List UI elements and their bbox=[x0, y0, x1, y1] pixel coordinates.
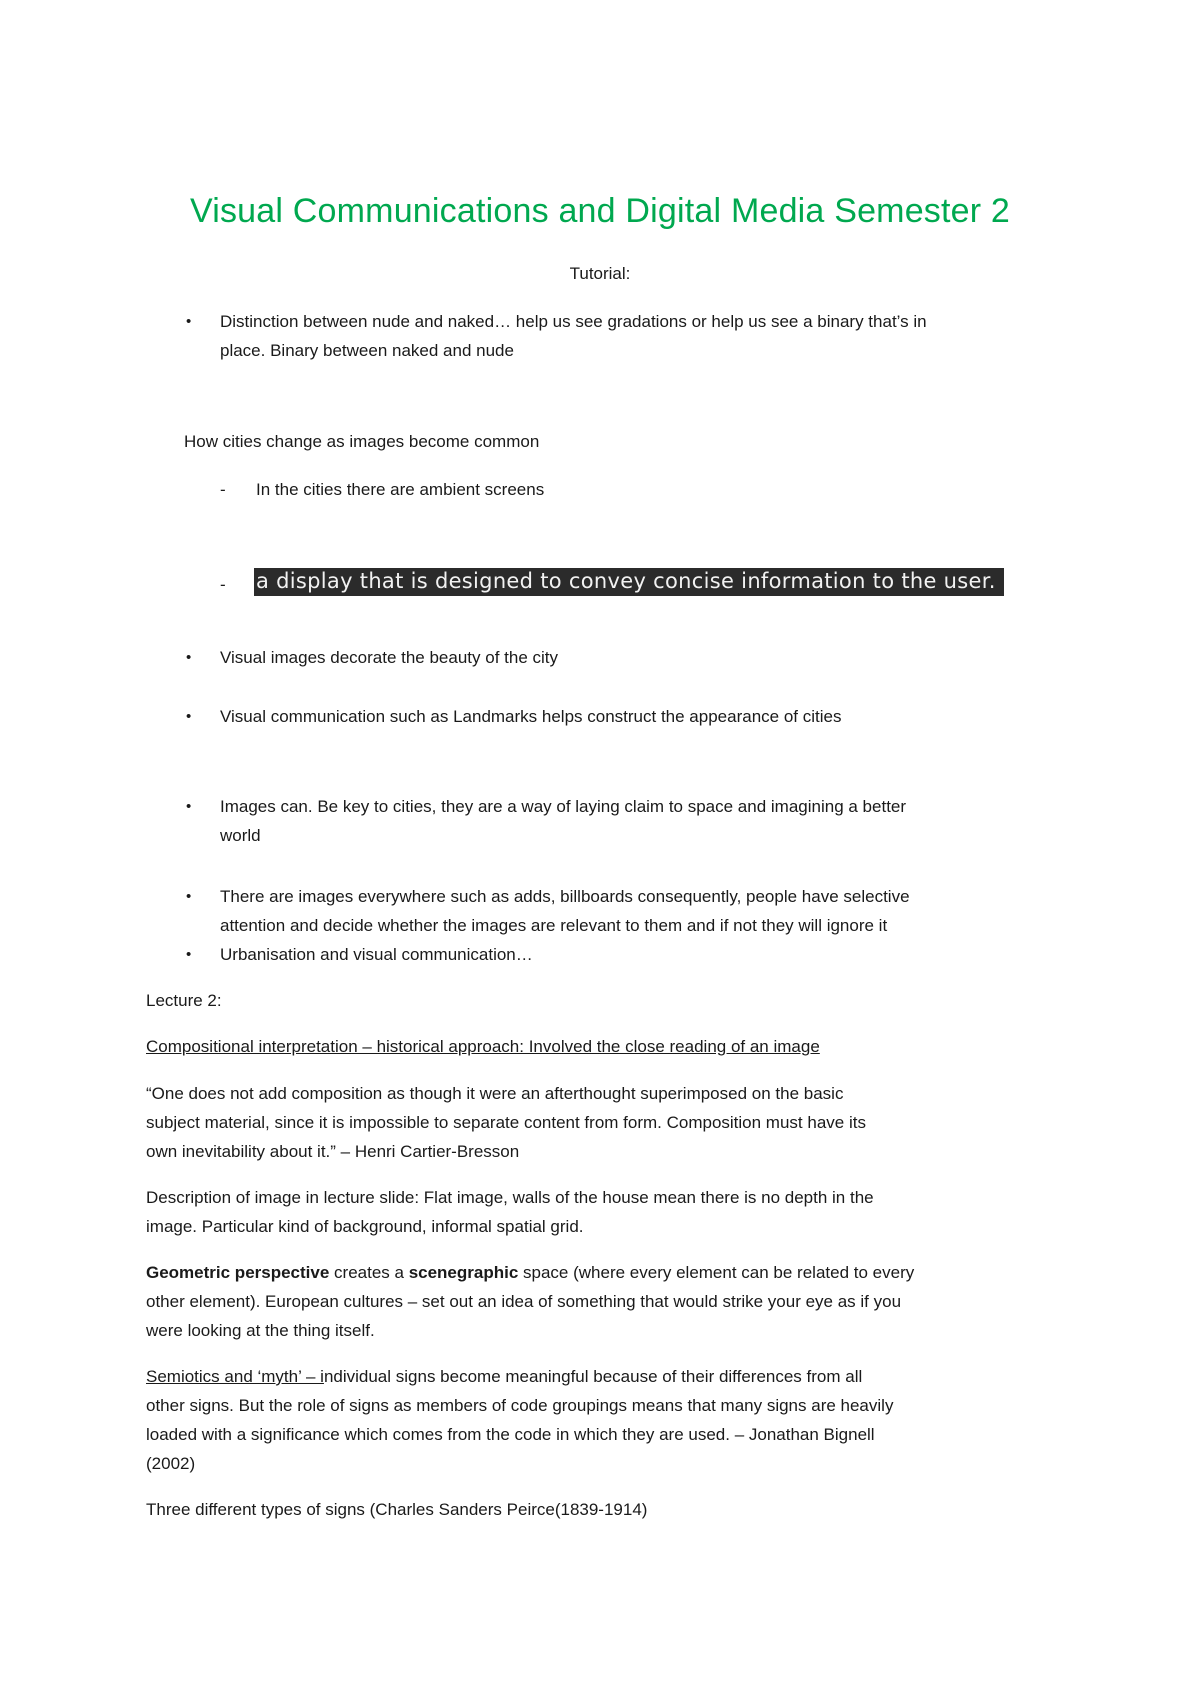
dash-marker: - bbox=[220, 480, 226, 499]
semiotics-rest-text: ndividual signs become meaningful because of their differences from all bbox=[323, 1367, 863, 1386]
bullet-1-line-1: Distinction between nude and naked… help us see gradations or help us see a binary that’s in bbox=[220, 312, 927, 331]
page-title: Visual Communications and Digital Media Semester 2 bbox=[189, 192, 1011, 230]
bullet-3: Visual communication such as Landmarks helps construct the appearance of cities bbox=[220, 707, 842, 726]
semiotics-heading: Semiotics and ‘myth’ – i bbox=[146, 1367, 324, 1386]
bullet-4-line-2: world bbox=[220, 826, 261, 845]
semiotics-line-4: (2002) bbox=[146, 1454, 196, 1473]
bullet-5-line-2: attention and decide whether the images are relevant to them and if not they will ignore it bbox=[220, 916, 888, 935]
geometric-mid-text: creates a bbox=[329, 1263, 409, 1282]
highlighted-definition bbox=[254, 568, 1004, 594]
dash-marker: - bbox=[220, 575, 226, 594]
semiotics-line-3: loaded with a significance which comes from the code in which they are used. – Jonathan Bignell bbox=[146, 1425, 875, 1444]
bullet-1-line-2: place. Binary between naked and nude bbox=[220, 341, 514, 360]
description-line-1: Description of image in lecture slide: Flat image, walls of the house mean there is no depth in the bbox=[146, 1188, 874, 1207]
bullet-2: Visual images decorate the beauty of the city bbox=[220, 648, 558, 667]
semiotics-line-2: other signs. But the role of signs as members of code groupings means that many signs are heavily bbox=[146, 1396, 894, 1415]
signs-line: Three different types of signs (Charles Sanders Peirce(1839-1914) bbox=[146, 1500, 648, 1519]
highlighted-definition-text: a display that is designed to convey concise information to the user. bbox=[254, 568, 1004, 596]
geometric-line-2: other element). European cultures – set out an idea of something that would strike your eye as if you bbox=[146, 1292, 902, 1311]
bullet-marker: • bbox=[186, 313, 192, 330]
bullet-4-line-1: Images can. Be key to cities, they are a way of laying claim to space and imagining a better bbox=[220, 797, 907, 816]
scenegraphic-term: scenegraphic bbox=[408, 1263, 519, 1282]
bullet-marker: • bbox=[186, 649, 192, 666]
bullet-5-line-1: There are images everywhere such as adds, billboards consequently, people have selective bbox=[220, 887, 910, 906]
quote-line-2: subject material, since it is impossible to separate content from form. Composition must have its bbox=[146, 1113, 866, 1132]
tutorial-label: Tutorial: bbox=[569, 264, 631, 283]
quote-line-1: “One does not add composition as though it were an afterthought superimposed on the basic bbox=[146, 1084, 844, 1103]
lecture-label: Lecture 2: bbox=[146, 991, 222, 1010]
cities-heading: How cities change as images become common bbox=[184, 432, 540, 451]
geometric-rest-text: space (where every element can be related to every bbox=[518, 1263, 915, 1282]
bullet-marker: • bbox=[186, 708, 192, 725]
quote-line-3: own inevitability about it.” – Henri Cartier-Bresson bbox=[146, 1142, 520, 1161]
compositional-heading: Compositional interpretation – historical approach: Involved the close reading of an image bbox=[146, 1037, 820, 1056]
bullet-marker: • bbox=[186, 888, 192, 905]
description-line-2: image. Particular kind of background, informal spatial grid. bbox=[146, 1217, 584, 1236]
geometric-line-3: were looking at the thing itself. bbox=[146, 1321, 375, 1340]
geometric-line-1 bbox=[146, 1258, 914, 1287]
bullet-6: Urbanisation and visual communication… bbox=[220, 945, 533, 964]
bullet-marker: • bbox=[186, 798, 192, 815]
bullet-marker: • bbox=[186, 946, 192, 963]
dash-item-ambient-screens: In the cities there are ambient screens bbox=[256, 480, 545, 499]
semiotics-line-1 bbox=[146, 1362, 862, 1391]
geometric-perspective-term: Geometric perspective bbox=[146, 1263, 330, 1282]
